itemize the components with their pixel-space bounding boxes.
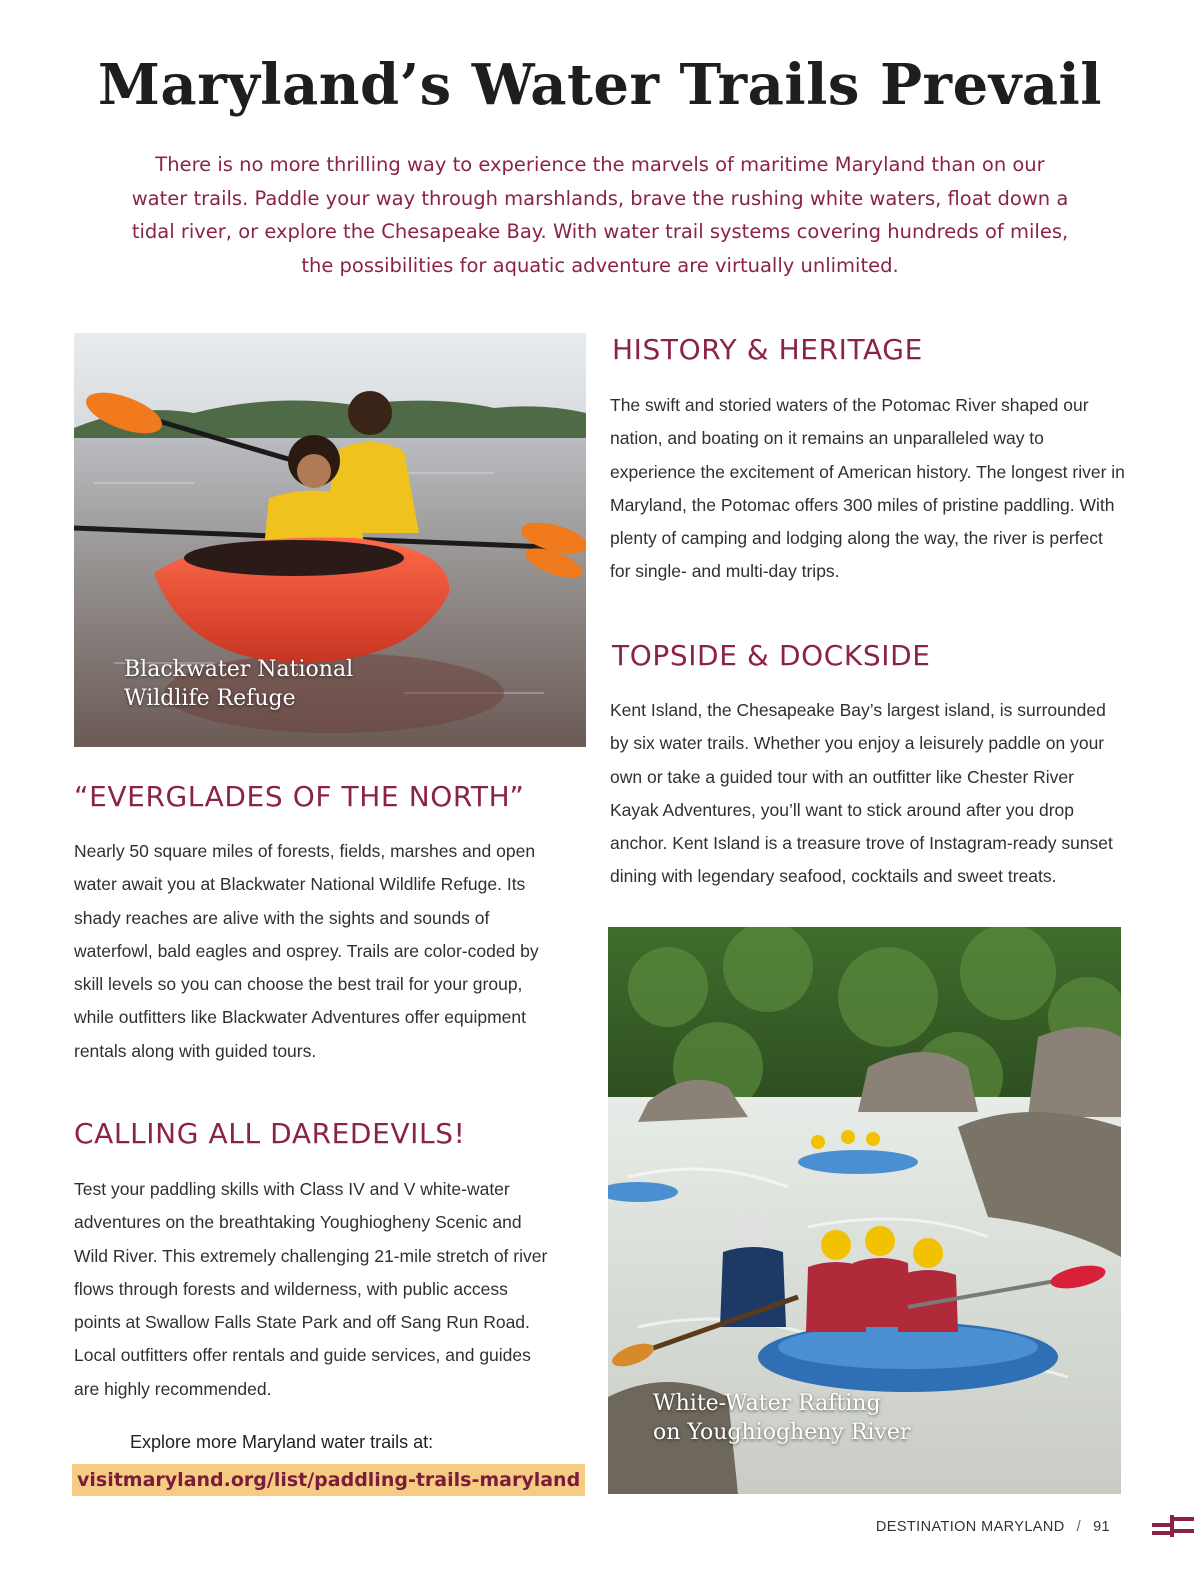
- kayak-photo: [74, 333, 586, 747]
- maryland-flag-icon: [1152, 1515, 1194, 1537]
- page-footer: [876, 1519, 1110, 1535]
- rafting-photo-caption: [653, 1389, 910, 1447]
- everglades-heading: “EVERGLADES OF THE NORTH”: [74, 780, 525, 813]
- page-number: 91: [1093, 1519, 1110, 1535]
- daredevils-heading: CALLING ALL DAREDEVILS!: [74, 1117, 466, 1150]
- history-body: The swift and storied waters of the Potomac River shaped our nation, and boating on it remains an unparalleled way to experience the excitement of American history. The longest river in Maryland, the Potomac offers 300 miles of pristine paddling. With plenty of camping and lodging along the way, the river is perfect for single- and multi-day trips.: [610, 395, 1125, 582]
- kayak-photo-caption: [124, 655, 353, 713]
- intro-paragraph: There is no more thrilling way to experience the marvels of maritime Maryland than on our water trails. Paddle your way through marshlands, brave the rushing white waters, float down a tidal river, or explore the Chesapeake Bay. With water trail systems covering hundreds of miles, the possibilities for aquatic adventure are virtually unlimited.: [131, 153, 1069, 277]
- paddling-trails-link[interactable]: visitmaryland.org/list/paddling-trails-maryland: [72, 1464, 585, 1496]
- history-heading: HISTORY & HERITAGE: [612, 333, 923, 366]
- rafting-caption-line1: White-Water Rafting: [653, 1391, 881, 1416]
- topside-body: Kent Island, the Chesapeake Bay’s largest island, is surrounded by six water trails. Whether you enjoy a leisurely paddle on your own or take a guided tour with an outfitter like Chester River Kayak Adventures, you’ll want to stick around after you drop anchor. Kent Island is a treasure trove of Instagram-ready sunset dining with legendary seafood, cocktails and sweet treats.: [610, 700, 1113, 887]
- rafting-caption-line2: on Youghiogheny River: [653, 1420, 911, 1445]
- explore-label: Explore more Maryland water trails at:: [130, 1432, 434, 1452]
- publication-name: DESTINATION MARYLAND: [875, 1519, 1065, 1535]
- page-title: Maryland’s Water Trails Prevail: [97, 52, 1103, 118]
- daredevils-body: Test your paddling skills with Class IV and V white-water adventures on the breathtaking Youghiogheny Scenic and Wild River. This extremely challenging 21-mile stretch of river flows through forests and wilderness, with public access points at Swallow Falls State Park and off Sang Run Road. Local outfitters offer rentals and guide services, and guides are highly recommended.: [74, 1179, 548, 1399]
- rafting-photo: [608, 927, 1121, 1494]
- everglades-body: Nearly 50 square miles of forests, fields, marshes and open water await you at Blackwater National Wildlife Refuge. Its shady reaches are alive with the sights and sounds of waterfowl, bald eagles and osprey. Trails are color-coded by skill levels so you can choose the best trail for your group, while outfitters like Blackwater Adventures offer equipment rentals along with guided tours.: [74, 841, 539, 1061]
- topside-heading: TOPSIDE & DOCKSIDE: [612, 639, 931, 672]
- footer-separator: /: [1076, 1519, 1082, 1535]
- kayak-caption-line1: Blackwater National: [124, 657, 354, 682]
- kayak-caption-line2: Wildlife Refuge: [124, 686, 296, 711]
